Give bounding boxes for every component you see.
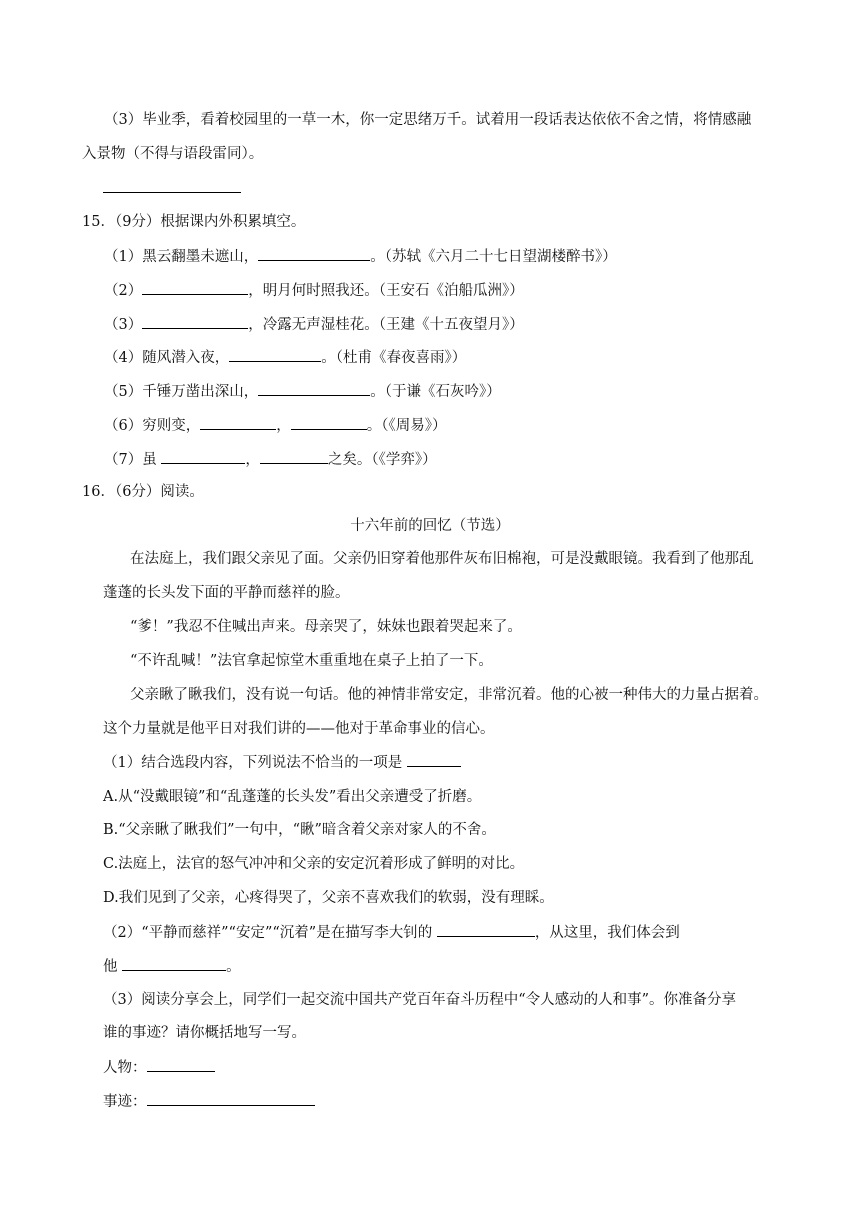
q15-item-7-mid: ，: [245, 452, 260, 468]
q16-sub1: [103, 752, 461, 773]
q15-item-3-post: ，冷露无声湿桂花。（王建《十五夜望月》）: [248, 317, 524, 333]
q15-item-6-blank-1[interactable]: [200, 415, 276, 430]
q15-item-7-pre: （7）虽: [104, 452, 162, 468]
q16-sub1-text: （1）结合选段内容，下列说法不恰当的一项是: [103, 755, 407, 771]
q16-sub2-blank-2[interactable]: [122, 956, 226, 971]
q15-item-2-pre: （2）: [104, 283, 143, 299]
q15-item-6-blank-2[interactable]: [291, 415, 367, 430]
q15-item-5-pre: （5）千锤万凿出深山，: [104, 384, 259, 400]
q16-sub2-post: ，从这里，我们体会到: [534, 925, 680, 941]
option-b[interactable]: B.“父亲瞅了瞅我们”一句中，“瞅”暗含着父亲对家人的不舍。: [103, 822, 496, 838]
q16-sub2-line2: [103, 956, 241, 977]
q15-item-5-blank[interactable]: [258, 381, 370, 396]
q15-item-5: [104, 381, 501, 402]
q14-3-line2: 入景物（不得与语段雷同）。: [82, 146, 264, 162]
passage-p1-line2: 蓬蓬的长头发下面的平静而慈祥的脸。: [103, 585, 350, 601]
q16-sub2-blank-1[interactable]: [437, 922, 535, 937]
q16-title: 16．（6分）阅读。: [82, 484, 204, 500]
option-c[interactable]: C.法庭上，法官的怒气冲冲和父亲的安定沉着形成了鲜明的对比。: [103, 856, 525, 872]
q15-item-6-mid: ，: [276, 418, 291, 434]
person-row: [103, 1057, 215, 1078]
q15-item-3: [104, 314, 524, 335]
q15-item-1-pre: （1）黑云翻墨未遮山，: [104, 249, 259, 265]
q15-item-6-pre: （6）穷则变，: [104, 418, 201, 434]
q15-item-7-blank-1[interactable]: [161, 449, 245, 464]
q15-item-2-blank[interactable]: [142, 280, 248, 295]
option-a[interactable]: A.从“没戴眼镜”和“乱蓬蓬的长头发”看出父亲遭受了折磨。: [103, 789, 482, 805]
q15-title: 15．（9分）根据课内外积累填空。: [82, 214, 306, 230]
q16-sub1-blank[interactable]: [407, 752, 461, 767]
option-d[interactable]: D.我们见到了父亲，心疼得哭了，父亲不喜欢我们的软弱，没有理睬。: [103, 890, 554, 906]
q15-item-2: [104, 280, 524, 301]
passage-p4-line2: 这个力量就是他平日对我们讲的——他对于革命事业的信心。: [103, 721, 495, 737]
q15-item-4-post: 。（杜甫《春夜喜雨》）: [321, 350, 467, 366]
q15-item-4-blank[interactable]: [229, 347, 321, 362]
q15-item-7-post: 之矣。（《学弈》）: [327, 452, 437, 468]
q16-sub3-line2: 谁的事迹？请你概括地写一写。: [103, 1025, 306, 1041]
q15-item-1-post: 。（苏轼《六月二十七日望湖楼醉书》）: [370, 249, 617, 265]
q15-item-6: [104, 415, 446, 436]
q16-sub2-line2-post: 。: [226, 959, 241, 975]
q14-3-line1: （3）毕业季，看着校园里的一草一木，你一定思绪万千。试着用一段话表达依依不舍之情，将情感融: [104, 112, 752, 128]
q15-item-3-pre: （3）: [104, 317, 143, 333]
q15-item-4: [104, 347, 466, 368]
passage-p2: “爹！”我忍不住喊出声来。母亲哭了，妹妹也跟着哭起来了。: [130, 619, 522, 635]
q16-sub2-line1: [103, 922, 680, 943]
q15-item-6-post: 。（《周易》）: [366, 418, 447, 434]
q15-item-5-post: 。（于谦《石灰吟》）: [370, 384, 501, 400]
q16-sub2-pre: （2）“平静而慈祥”“安定”“沉着”是在描写李大钊的: [103, 925, 437, 941]
passage-p3: “不许乱喊！”法官拿起惊堂木重重地在桌子上拍了一下。: [130, 653, 493, 669]
q15-item-1-blank[interactable]: [258, 246, 370, 261]
q16-sub2-line2-pre: 他: [103, 959, 123, 975]
deed-blank[interactable]: [147, 1091, 315, 1106]
q15-item-7-blank-2[interactable]: [260, 449, 328, 464]
q15-item-4-pre: （4）随风潜入夜，: [104, 350, 230, 366]
q15-item-7: [104, 449, 437, 470]
deed-row: [103, 1091, 315, 1112]
passage-p1-line1: 在法庭上，我们跟父亲见了面。父亲仍旧穿着他那件灰布旧棉袍，可是没戴眼镜。我看到了他那乱: [130, 551, 754, 567]
q14-3-answer-line[interactable]: [103, 192, 241, 193]
passage-title: 十六年前的回忆（节选）: [350, 518, 510, 534]
deed-label: 事迹：: [103, 1094, 147, 1110]
passage-p4-line1: 父亲瞅了瞅我们，没有说一句话。他的神情非常安定，非常沉着。他的心被一种伟大的力量占据着。: [130, 687, 768, 703]
q15-item-2-post: ，明月何时照我还。（王安石《泊船瓜洲》）: [248, 283, 524, 299]
person-label: 人物：: [103, 1060, 147, 1076]
person-blank[interactable]: [147, 1057, 215, 1072]
q16-sub3-line1: （3）阅读分享会上，同学们一起交流中国共产党百年奋斗历程中“令人感动的人和事”。你准备分享: [103, 992, 737, 1008]
q15-item-1: [104, 246, 617, 267]
q15-item-3-blank[interactable]: [142, 314, 248, 329]
